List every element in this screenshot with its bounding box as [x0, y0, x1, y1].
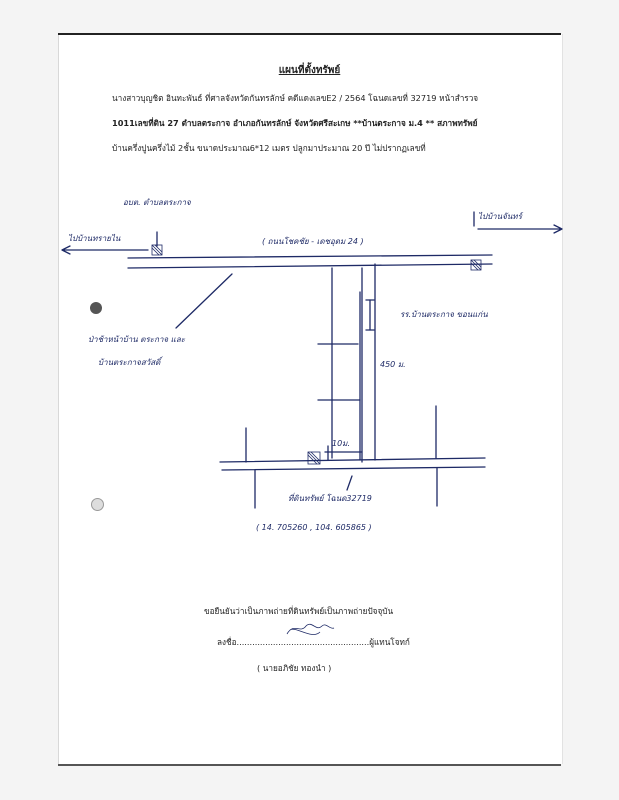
main-road-top	[128, 255, 492, 258]
certification-statement: ขอยืนยันว่าเป็นภาพถ่ายที่ดินทรัพย์เป็นภาพถ่ายปัจจุบัน	[204, 606, 394, 616]
label-coords: ( 14. 705260 , 104. 605865 )	[256, 523, 372, 532]
label-road: ( ถนนโชคชัย - เดชอุดม 24 )	[262, 237, 364, 246]
label-right-arrow: ไปบ้านจันทร์	[478, 212, 522, 221]
bottom-road-bottom	[222, 467, 485, 470]
signature-line	[217, 636, 410, 649]
label-distance-2: 10ม.	[332, 439, 350, 448]
label-left-side-1: ป่าช้าหน้าบ้าน ตระกาจ และ	[88, 335, 186, 344]
label-left-side-2: บ้านตระกาจสวัสดิ์	[98, 358, 161, 367]
label-left-arrow: ไปบ้านทรายไน	[68, 234, 121, 243]
main-road-bottom	[128, 264, 492, 268]
left-arrow-icon	[62, 246, 148, 254]
bottom-road-top	[220, 458, 485, 462]
sign-prefix: ลงชื่อ	[217, 637, 237, 647]
label-distance-1: 450 ม.	[380, 360, 406, 369]
header-line-2: 1011เลขที่ดิน 27 ตำบลตระกาจ อำเภอกันทรลักษ์ จังหวัดศรีสะเกษ **บ้านตระกาจ ม.4 ** สภาพทรัพย์	[112, 118, 478, 128]
right-arrow-icon	[478, 225, 562, 233]
header-line-3: บ้านครึ่งปูนครึ่งไม้ 2ชั้น ขนาดประมาณ6*12 เมตร ปลูกมาประมาณ 20 ปี ไม่ปรากฏเลขที่	[112, 143, 426, 153]
signer-name: ( นายอภิชัย ทองนำ )	[257, 663, 332, 673]
diagonal-road	[176, 274, 232, 328]
sign-role: ผู้แทนโจทก์	[369, 637, 410, 647]
document-title: แผนที่ตั้งทรัพย์	[278, 65, 341, 76]
header-line-1: นางสาวบุญชิต อินทะพันธ์ ที่ศาลจังหวัดกันทรลักษ์ คดีแดงเลขE2 / 2564 โฉนดเลขที่ 32719 หน้าสำรวจ	[112, 93, 479, 103]
label-right-side: รร.บ้านตระกาจ ขอนแก่น	[400, 310, 488, 319]
label-top: อบต. ตำบลตระกาจ	[123, 198, 191, 207]
sign-dots: ...................................................	[236, 637, 370, 647]
signature-scribble	[287, 624, 334, 634]
label-property: ที่ดินทรัพย์ โฉนด32719	[288, 494, 372, 503]
